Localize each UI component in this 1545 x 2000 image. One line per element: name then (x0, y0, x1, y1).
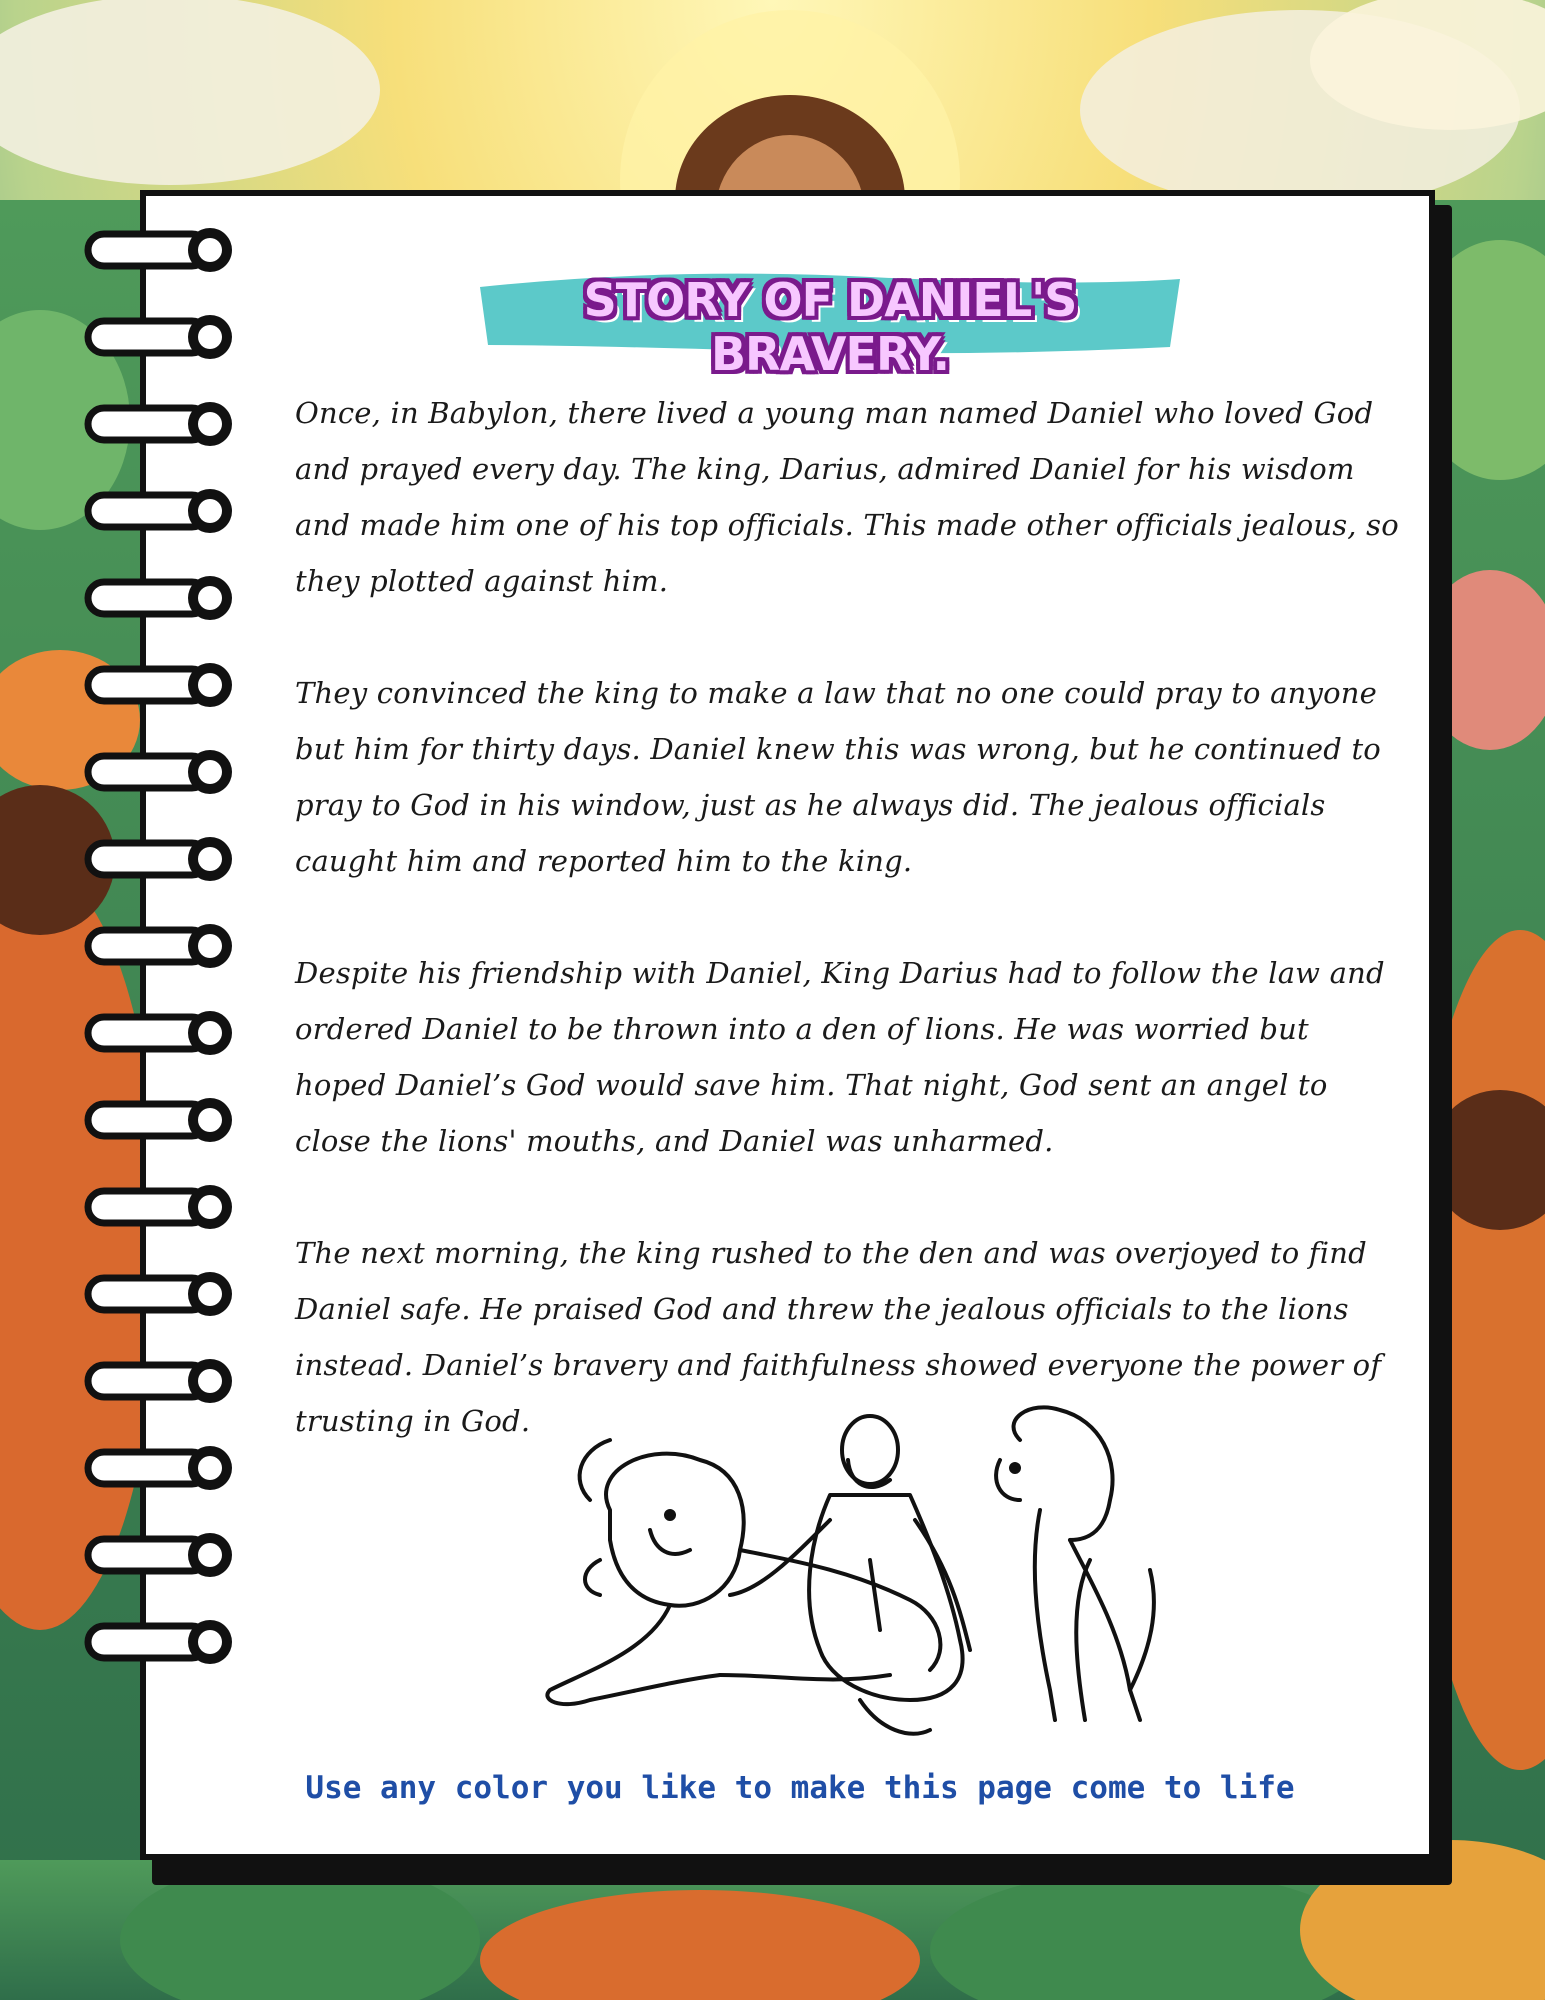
coloring-instruction: Use any color you like to make this page come to life (305, 1770, 1295, 1806)
story-text (295, 385, 1405, 1505)
story-paragraph-4: The next morning, the king rushed to the den and was overjoyed to find Daniel safe. He praised God and threw the jealous officials to the lions instead. Daniel’s bravery and faithfulness showed everyone the power of trusting in God. (295, 1236, 1382, 1438)
page-title (470, 255, 1190, 381)
title-text: STORY OF DANIEL'S BRAVERY. (583, 273, 1077, 381)
story-paragraph-2: They convinced the king to make a law that no one could pray to anyone but him for thirty days. Daniel knew this was wrong, but he continued to pray to God in his window, just as he always did. The jealous officials caught him and reported him to the king. (295, 676, 1381, 878)
story-paragraph-1: Once, in Babylon, there lived a young man named Daniel who loved God and prayed every day. The king, Darius, admired Daniel for his wisdom and made him one of his top officials. This made other officials jealous, so they plotted against him. (295, 396, 1399, 598)
story-paragraph-3: Despite his friendship with Daniel, King Darius had to follow the law and ordered Daniel to be thrown into a den of lions. He was worried but hoped Daniel’s God would save him. That night, God sent an angel to close the lions' mouths, and Daniel was unharmed. (295, 956, 1385, 1158)
daniel-with-lions-illustration (530, 1400, 1170, 1750)
standing-lion-icon (996, 1407, 1154, 1720)
